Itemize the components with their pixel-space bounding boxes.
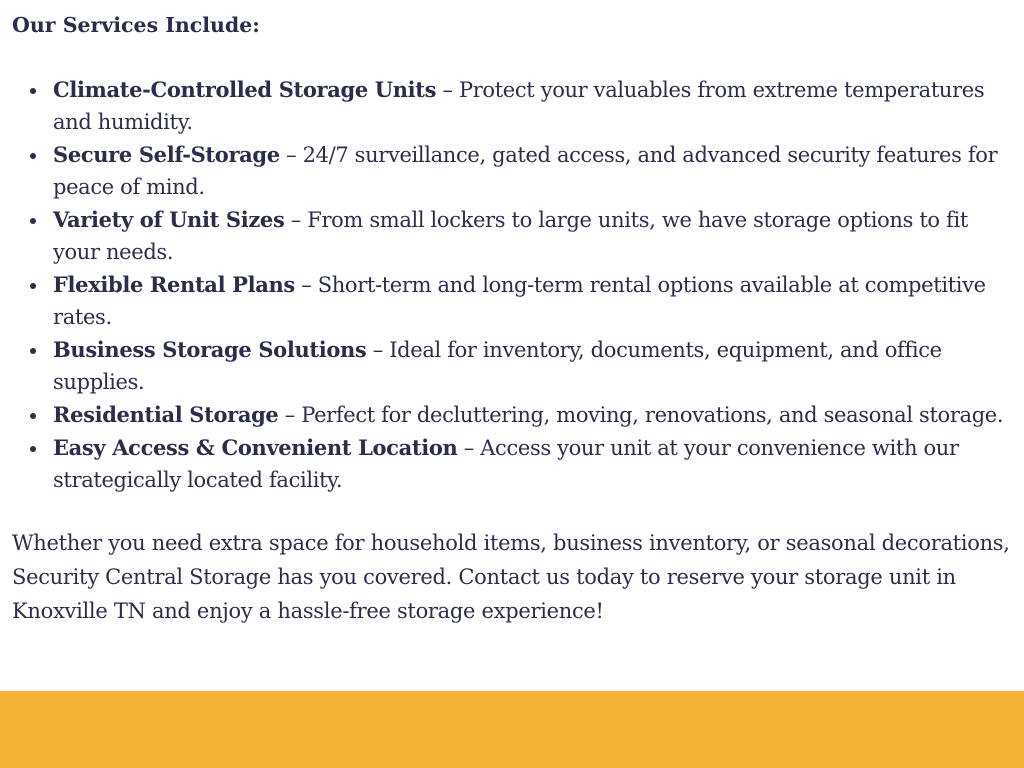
service-description: Short-term and long-term rental options available at competitive rates.	[53, 273, 986, 329]
service-description: 24/7 surveillance, gated access, and advanced security features for peace of mind.	[53, 143, 998, 199]
bullet-icon	[30, 153, 36, 159]
service-title: Variety of Unit Sizes	[53, 207, 285, 232]
service-separator: –	[294, 273, 318, 297]
service-separator: –	[279, 143, 303, 167]
service-description: Perfect for decluttering, moving, renovations, and seasonal storage.	[301, 403, 1004, 427]
list-item	[12, 74, 1012, 138]
services-list	[12, 74, 1012, 496]
list-item	[12, 269, 1012, 333]
list-item	[12, 204, 1012, 268]
service-separator: –	[278, 403, 302, 427]
service-description: From small lockers to large units, we have storage options to fit your needs.	[53, 208, 968, 264]
list-item	[12, 334, 1012, 398]
service-title: Climate-Controlled Storage Units	[53, 77, 437, 102]
bullet-icon	[30, 446, 36, 452]
service-title: Secure Self-Storage	[53, 142, 280, 167]
footer-band	[0, 691, 1024, 768]
service-title: Easy Access & Convenient Location	[53, 435, 458, 460]
list-item	[12, 139, 1012, 203]
service-separator: –	[436, 78, 459, 102]
service-separator: –	[366, 338, 390, 362]
service-description: Protect your valuables from extreme temperatures and humidity.	[53, 78, 985, 134]
closing-paragraph: Whether you need extra space for household items, business inventory, or seasonal decorations, Security Central Storage has you covered. Contact us today to reserve your storage unit in Knoxville TN and enjoy a hassle-free storage experience!	[12, 531, 1010, 623]
service-title: Flexible Rental Plans	[53, 272, 295, 297]
service-separator: –	[284, 208, 308, 232]
bullet-icon	[30, 348, 36, 354]
services-heading: Our Services Include:	[12, 13, 260, 37]
main-content	[12, 8, 1012, 628]
service-title: Residential Storage	[53, 402, 279, 427]
list-item	[12, 432, 1012, 496]
service-description: Ideal for inventory, documents, equipment, and office supplies.	[53, 338, 942, 394]
bullet-icon	[30, 413, 36, 419]
list-item	[12, 399, 1012, 431]
bullet-icon	[30, 283, 36, 289]
bullet-icon	[30, 88, 36, 94]
bullet-icon	[30, 218, 36, 224]
service-title: Business Storage Solutions	[53, 337, 367, 362]
service-description: Access your unit at your convenience with our strategically located facility.	[53, 436, 959, 492]
service-separator: –	[457, 436, 481, 460]
